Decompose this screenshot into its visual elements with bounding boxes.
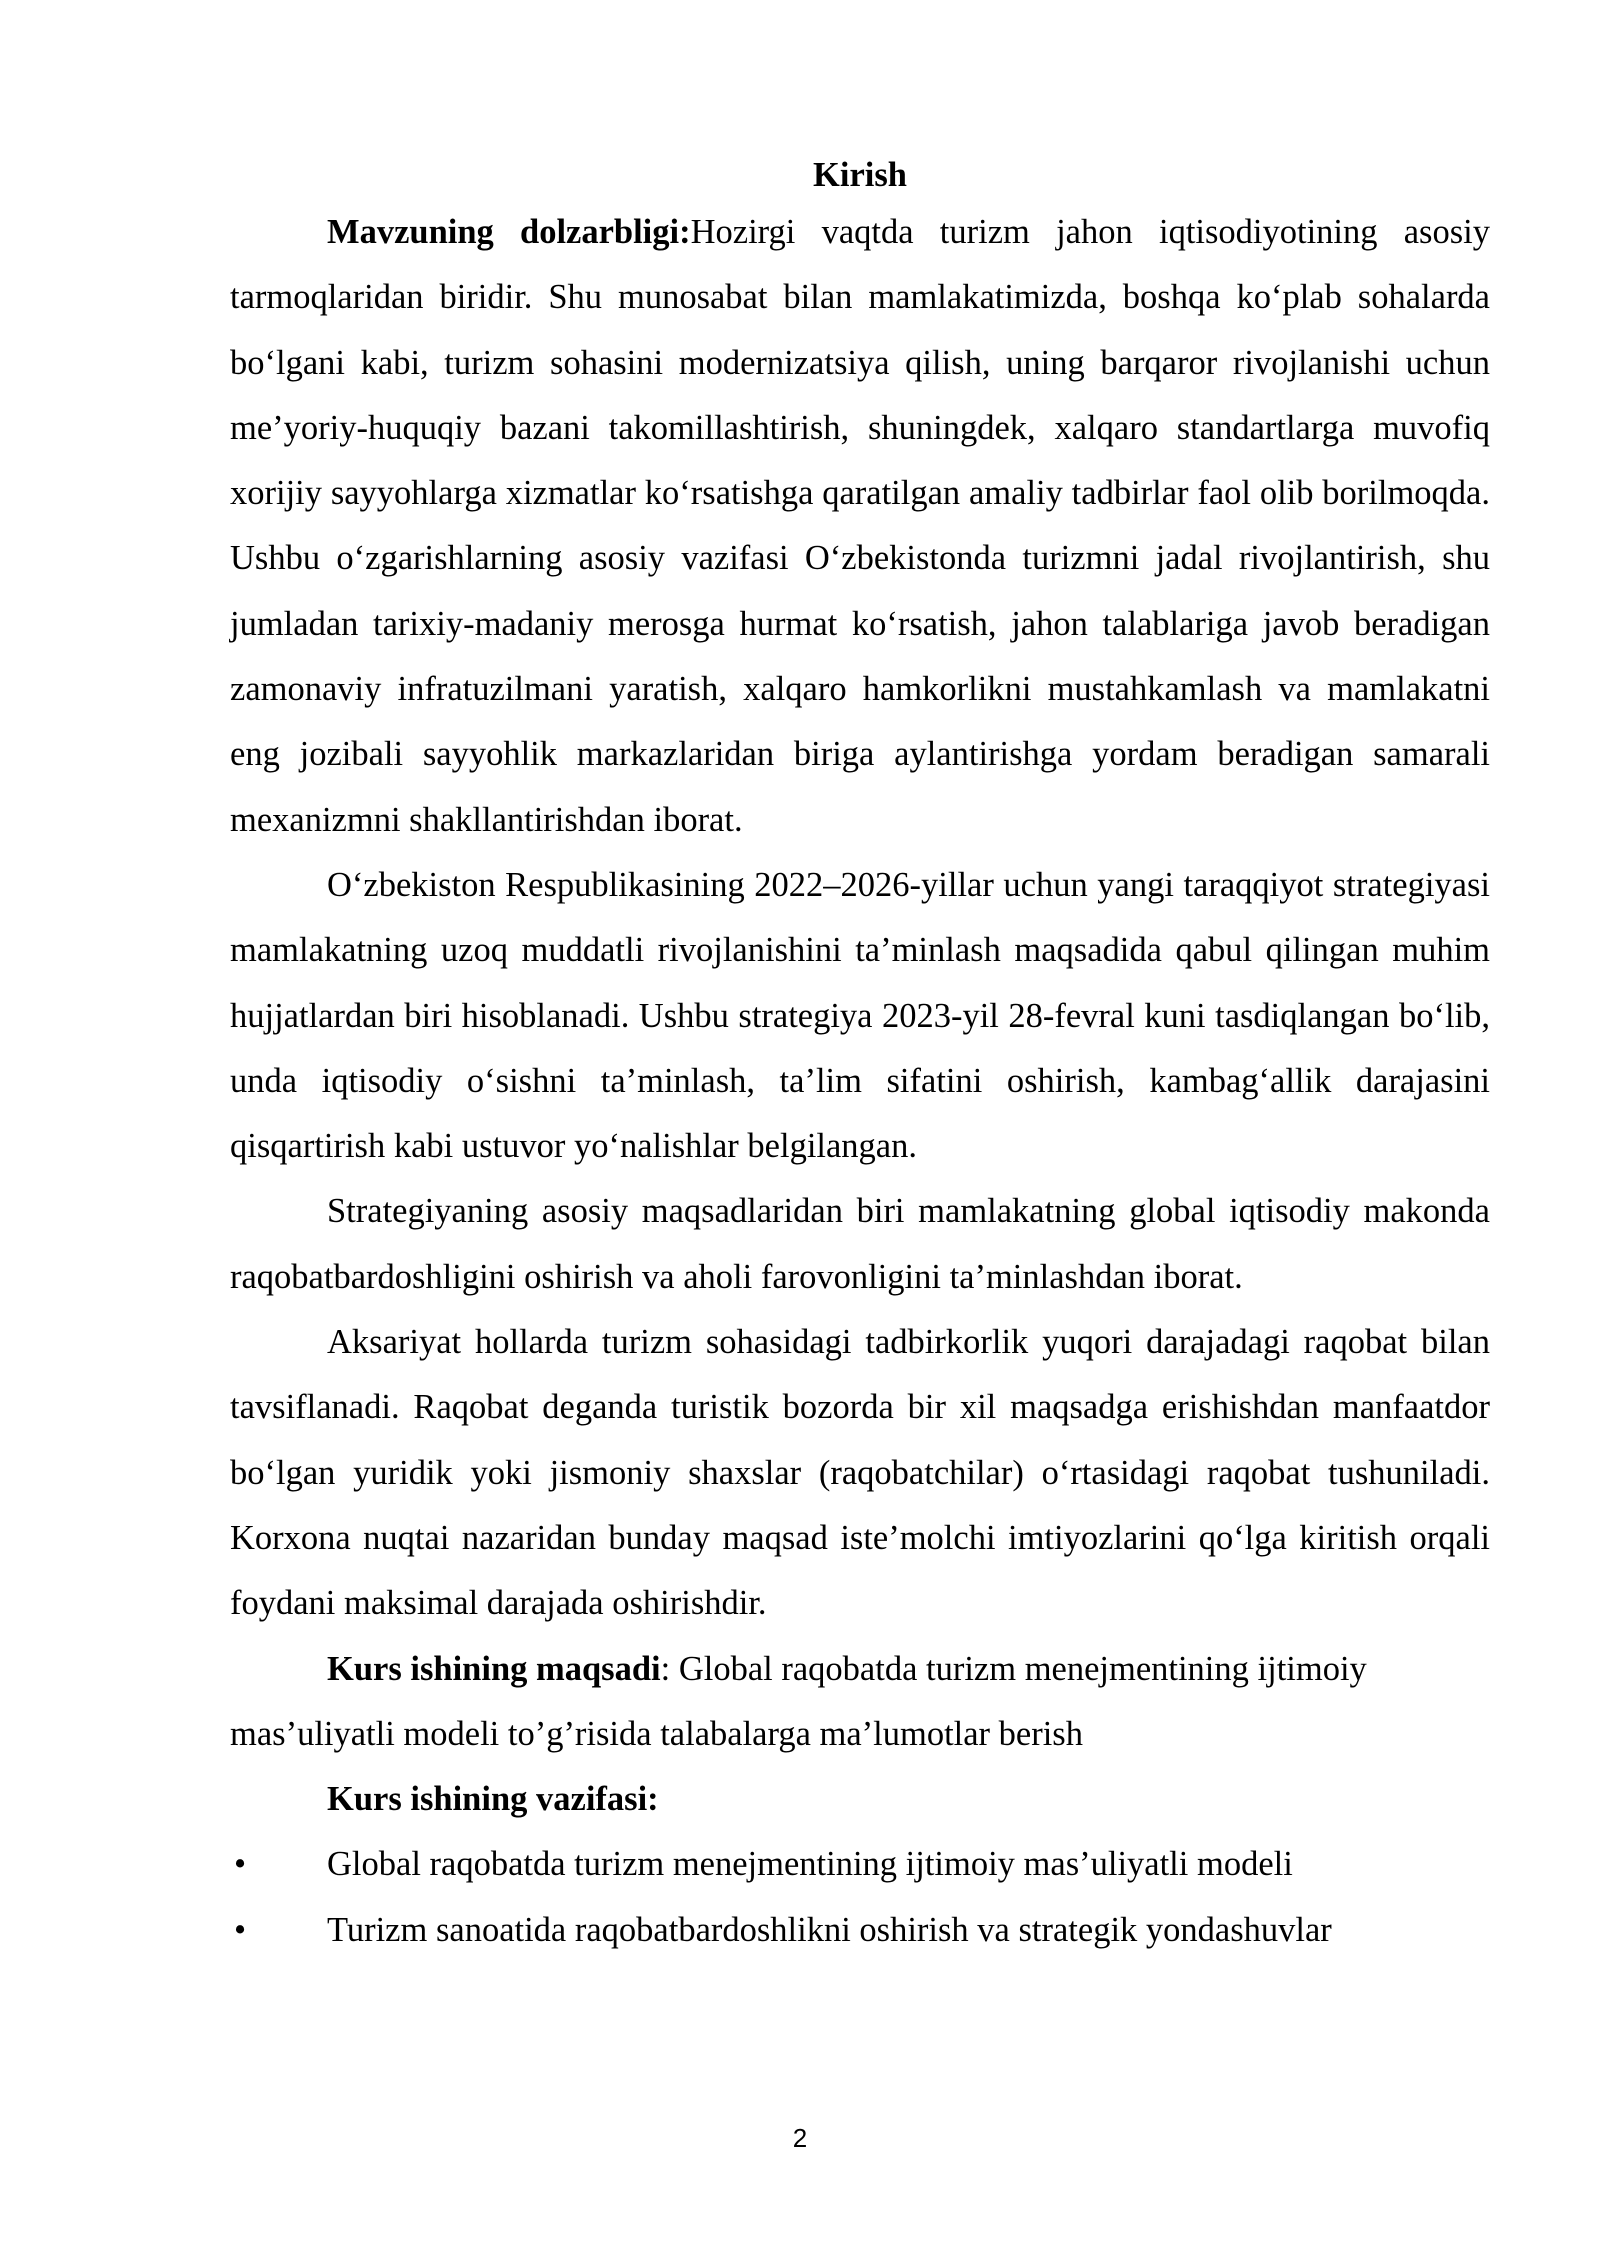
intro-label: Mavzuning dolzarbligi: [327, 213, 691, 251]
bullet-icon: • [233, 1845, 247, 1884]
task-text: Global raqobatda turizm menejmentining ijtimoiy mas’uliyatli modeli [327, 1845, 1293, 1884]
goal-text: : Global raqobatda turizm menejmentining ijtimoiy mas’uliyatli modeli to’g’risida talabalarga ma’lumotlar berish [230, 1649, 1367, 1753]
body-paragraph-competitiveness: Strategiyaning asosiy maqsadlaridan biri mamlakatning global iqtisodiy makonda raqobatbardoshligini oshirish va aholi farovonligini ta’minlashdan iborat. [230, 1192, 1490, 1296]
section-title: Kirish [813, 156, 907, 194]
list-item [230, 1832, 1490, 1897]
intro-paragraph [230, 200, 1490, 853]
document-page [230, 150, 1490, 1963]
bullet-icon: • [233, 1910, 247, 1949]
task-text: Turizm sanoatida raqobatbardoshlikni oshirish va strategik yondashuvlar [327, 1910, 1332, 1949]
tasks-heading: Kurs ishining vazifasi: [327, 1780, 659, 1819]
body-paragraph-strategy: O‘zbekiston Respublikasining 2022–2026-yillar uchun yangi taraqqiyot strategiyasi mamlakatning uzoq muddatli rivojlanishini ta’minlash maqsadida qabul qilingan muhim hujjatlardan biri hisoblanadi. Ushbu strategiya 2023-yil 28-fevral kuni tasdiqlangan bo‘lib, unda iqtisodiy o‘sishni ta’minlash, ta’lim sifatini oshirish, kambag‘allik darajasini qisqartirish kabi ustuvor yo‘nalishlar belgilangan. [230, 865, 1490, 1166]
goal-label: Kurs ishining maqsadi [327, 1649, 661, 1688]
goal-paragraph [230, 1637, 1490, 1768]
tasks-list [230, 1832, 1490, 1963]
page-number: 2 [792, 2123, 808, 2153]
body-paragraph-competition: Aksariyat hollarda turizm sohasidagi tadbirkorlik yuqori darajadagi raqobat bilan tavsiflanadi. Raqobat deganda turistik bozorda bir xil maqsadga erishishdan manfaatdor bo‘lgan yuridik yoki jismoniy shaxslar (raqobatchilar) o‘rtasidagi raqobat tushuniladi. Korxona nuqtai nazaridan bunday maqsad iste’molchi imtiyozlarini qo‘lga kiritish orqali foydani maksimal darajada oshirishdir. [230, 1323, 1490, 1623]
intro-text: Hozirgi vaqtda turizm jahon iqtisodiyotining asosiy tarmoqlaridan biridir. Shu munosabat bilan mamlakatimizda, boshqa ko‘plab sohalarda bo‘lgani kabi, turizm sohasini modernizatsiya qilish, uning barqaror rivojlanishi uchun me’yoriy-huquqiy bazani takomillashtirish, shuningdek, xalqaro standartlarga muvofiq xorijiy sayyohlarga xizmatlar ko‘rsatishga qaratilgan amaliy tadbirlar faol olib borilmoqda. Ushbu o‘zgarishlarning asosiy vazifasi O‘zbekistonda turizmni jadal rivojlantirish, shu jumladan tarixiy-madaniy merosga hurmat ko‘rsatish, jahon talablariga javob beradigan zamonaviy infratuzilmani yaratish, xalqaro hamkorlikni mustahkamlash va mamlakatni eng jozibali sayyohlik markazlaridan biriga aylantirishga yordam beradigan samarali mexanizmni shakllantirishdan iborat. [230, 213, 1490, 839]
list-item [230, 1898, 1490, 1963]
